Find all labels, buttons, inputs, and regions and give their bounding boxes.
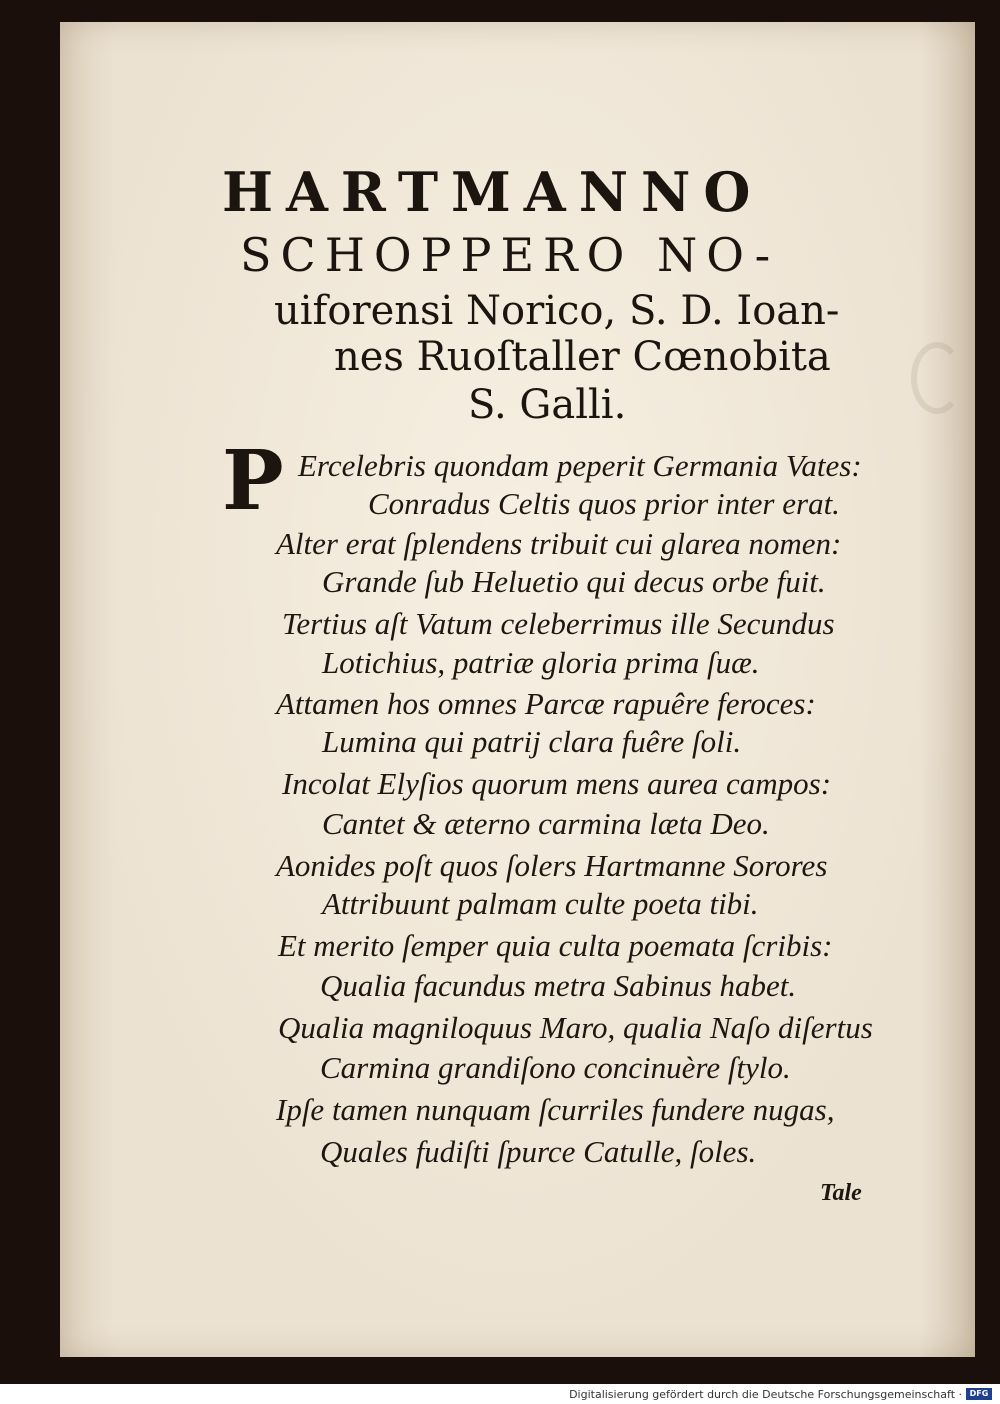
verse-line-12: Attribuunt palmam culte poeta tibi. [322, 886, 759, 921]
verse-line-7: Attamen hos omnes Parcæ rapuêre feroces: [276, 686, 816, 721]
catchword: Tale [820, 1180, 862, 1206]
digitization-footer [0, 1384, 1000, 1404]
verse-line-8: Lumina qui patrij clara fuêre ſoli. [322, 724, 742, 759]
heading-line-2: SCHOPPERO NO- [240, 228, 780, 282]
verse-line-5: Tertius aſt Vatum celeberrimus ille Secundus [282, 606, 835, 641]
verse-line-2: Conradus Celtis quos prior inter erat. [368, 486, 840, 521]
verse-line-6: Lotichius, patriæ gloria prima ſuæ. [322, 645, 760, 680]
heading-line-1: HARTMANNO [222, 160, 764, 224]
verse-line-14: Qualia facundus metra Sabinus habet. [320, 968, 797, 1003]
ink-bleed-through [911, 342, 963, 414]
verse-line-13: Et merito ſemper quia culta poemata ſcribis: [278, 928, 833, 963]
verse-line-3: Alter erat ſplendens tribuit cui glarea nomen: [276, 526, 842, 561]
verse-line-4: Grande ſub Heluetio qui decus orbe fuit. [322, 564, 826, 599]
footer-credit-text: Digitalisierung gefördert durch die Deutsche Forschungsgemeinschaft · [569, 1388, 962, 1401]
verse-line-15: Qualia magniloquus Maro, qualia Naſo diſertus [278, 1010, 873, 1045]
verse-line-1: Ercelebris quondam peperit Germania Vates: [298, 448, 862, 483]
heading-line-3: uiforensi Norico, S. D. Ioan- [274, 288, 840, 334]
verse-line-9: Incolat Elyſios quorum mens aurea campos: [282, 766, 832, 801]
verse-line-16: Carmina grandiſono concinuère ſtylo. [320, 1050, 791, 1085]
dfg-logo-icon: DFG [966, 1388, 992, 1400]
drop-cap-initial: P [222, 433, 284, 529]
heading-line-5: S. Galli. [468, 382, 627, 428]
verse-line-17: Ipſe tamen nunquam ſcurriles fundere nugas, [276, 1092, 835, 1127]
verse-line-11: Aonides poſt quos ſolers Hartmanne Sorores [276, 848, 828, 883]
heading-line-4: nes Ruoſtaller Cœnobita [334, 334, 831, 380]
verse-line-18: Quales fudiſti ſpurce Catulle, ſoles. [320, 1134, 757, 1169]
verse-line-10: Cantet & æterno carmina læta Deo. [322, 806, 770, 841]
